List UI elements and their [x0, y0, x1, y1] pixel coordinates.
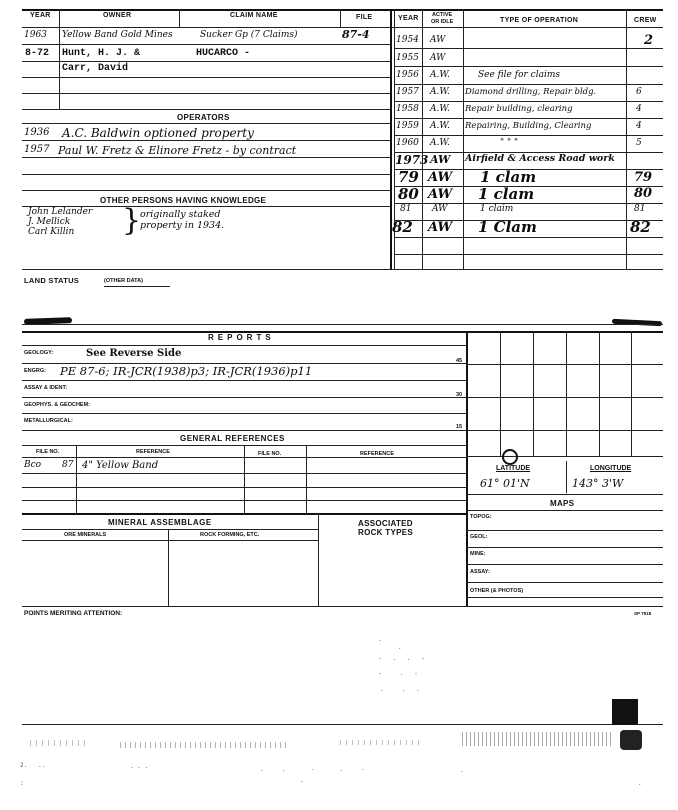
header-crew: CREW [634, 17, 657, 24]
header-type-of-operation: TYPE OF OPERATION [500, 17, 579, 24]
ore-minerals: ORE MINERALS [64, 532, 107, 538]
mineral-title: MINERAL ASSEMBLAGE [108, 518, 212, 527]
latitude-label: LATITUDE [496, 465, 531, 472]
op-status-8: AW [428, 170, 453, 185]
header-owner: OWNER [103, 12, 132, 19]
op-year-5: 1959 [396, 121, 419, 131]
owner-row-2-claim: HUCARCO - [196, 48, 251, 59]
op-year-2: 1956 [396, 70, 419, 80]
op-crew-10: 81 [634, 204, 646, 214]
header-file: FILE [356, 14, 373, 21]
knowledge-title: OTHER PERSONS HAVING KNOWLEDGE [100, 196, 267, 205]
geol-label: GEOL: [470, 534, 488, 540]
operator-2-year: 1957 [24, 144, 50, 155]
reports-title: REPORTS [208, 333, 275, 342]
mine-label: MINE: [470, 551, 486, 557]
op-year-3: 1957 [396, 87, 419, 97]
points-meriting-attention: POINTS MERITING ATTENTION: [24, 610, 123, 617]
knowledge-brace: } [122, 203, 142, 238]
op-type-11: 1 Clam [478, 218, 537, 236]
col-file-no-2: FILE NO. [258, 451, 282, 457]
geology-label: GEOLOGY: [24, 350, 54, 356]
op-status-11: AW [428, 220, 453, 235]
operator-1-text: A.C. Baldwin optioned property [62, 126, 254, 140]
owner-row-1-claim: Sucker Gp (7 Claims) [200, 30, 298, 40]
op-status-2: A.W. [430, 70, 450, 80]
op-year-4: 1958 [396, 104, 419, 114]
owner-row-1-owner: Yellow Band Gold Mines [62, 30, 173, 40]
rock-forming: ROCK FORMING, ETC. [200, 532, 260, 538]
other-photos-label: OTHER (& PHOTOS) [470, 588, 524, 594]
assoc-rock-1: ASSOCIATED [358, 519, 413, 528]
op-type-9: 1 clam [478, 185, 535, 203]
op-status-10: AW [432, 204, 448, 214]
assay-label: ASSAY & IDENT: [24, 385, 68, 391]
operator-1-year: 1936 [24, 127, 50, 138]
op-type-10: 1 claim [480, 204, 514, 214]
metallurgical-label: METALLURGICAL: [24, 418, 73, 424]
op-status-5: A.W. [430, 121, 450, 131]
maps-title: MAPS [550, 499, 575, 508]
knowledge-note: originally staked property in 1934. [140, 209, 225, 231]
num-30: 30 [456, 392, 463, 398]
op-status-6: A.W. [430, 138, 450, 148]
engrg-label: ENGRG: [24, 368, 46, 374]
location-circle-mark [502, 449, 518, 465]
op-status-4: A.W. [430, 104, 450, 114]
latitude-value: 61° 01'N [480, 477, 530, 490]
header-claim-name: CLAIM NAME [230, 12, 278, 19]
op-crew-9: 80 [634, 186, 653, 201]
op-type-7: Airfield & Access Road work [465, 153, 615, 164]
op-year-10: 81 [400, 204, 412, 214]
op-crew-4: 4 [636, 104, 642, 114]
owner-row-3-owner: Carr, David [62, 63, 129, 74]
header-year-ops: YEAR [398, 15, 419, 22]
op-type-5: Repairing, Building, Clearing [465, 121, 592, 131]
op-crew-11: 82 [630, 218, 651, 236]
op-year-0: 1954 [396, 35, 419, 45]
ref-row1-ref: 4" Yellow Band [82, 460, 159, 471]
header-or-idle: OR IDLE [431, 19, 454, 25]
header-year: YEAR [30, 12, 51, 19]
op-crew-8: 79 [634, 170, 653, 185]
longitude-value: 143° 3'W [572, 477, 624, 490]
geophys-label: GEOPHYS. & GEOCHEM: [24, 402, 91, 408]
owner-row-1-year: 1963 [24, 30, 47, 40]
operator-2-text: Paul W. Fretz & Elinore Fretz - by contract [58, 144, 297, 157]
op-year-1: 1955 [396, 53, 419, 63]
owner-row-1-file: 87-4 [342, 28, 370, 41]
topog-label: TOPOG: [470, 514, 492, 520]
num-45: 45 [456, 358, 463, 364]
op-crew-3: 6 [636, 87, 642, 97]
owner-row-2-owner: Hunt, H. J. & [62, 48, 141, 59]
tear-mark-right [612, 319, 662, 327]
general-refs-title: GENERAL REFERENCES [180, 434, 285, 443]
op-status-9: AW [428, 187, 453, 202]
op-year-9: 80 [398, 185, 419, 203]
ref-row1-num: 87 [62, 460, 74, 470]
num-15: 15 [456, 424, 463, 430]
knowledge-names: John Lelander J. Mellick Carl Killin [28, 207, 93, 237]
op-type-3: Diamond drilling, Repair bldg. [465, 87, 597, 97]
assay-map-label: ASSAY: [470, 569, 490, 575]
black-blotch-mark [620, 730, 642, 750]
black-square-mark [612, 699, 638, 725]
engrg-value: PE 87-6; IR-JCR(1938)p3; IR-JCR(1936)p11 [60, 364, 313, 378]
op-status-3: A.W. [430, 87, 450, 97]
op-type-2: See file for claims [478, 70, 560, 80]
op-crew-6: 5 [636, 138, 642, 148]
op-type-6: " " " [500, 138, 519, 148]
longitude-label: LONGITUDE [590, 465, 632, 472]
ref-row1-file: Bco [24, 460, 42, 470]
op-crew-5: 4 [636, 121, 642, 131]
form-number: SP 7918 [634, 611, 652, 616]
operators-title: OPERATORS [177, 113, 230, 122]
op-year-6: 1960 [396, 138, 419, 148]
op-type-8: 1 clam [480, 168, 537, 186]
op-status-0: AW [430, 35, 446, 45]
assoc-rock-2: ROCK TYPES [358, 528, 414, 537]
op-type-4: Repair building, clearing [465, 104, 573, 114]
op-year-11: 82 [392, 218, 413, 236]
col-reference: REFERENCE [136, 449, 170, 455]
op-year-7: 1973 [395, 153, 429, 167]
col-file-no: FILE NO. [36, 449, 60, 455]
op-year-8: 79 [398, 168, 419, 186]
op-status-1: AW [430, 53, 446, 63]
col-reference-2: REFERENCE [360, 451, 394, 457]
land-status-label: LAND STATUS [24, 276, 80, 285]
owner-row-2-year: 8-72 [25, 48, 50, 59]
geology-value: See Reverse Side [86, 348, 182, 359]
op-crew-0: 2 [644, 33, 654, 48]
header-active: ACTIVE [432, 12, 453, 18]
land-status-sub: (OTHER DATA) [104, 278, 143, 284]
op-status-7: AW [430, 153, 451, 166]
